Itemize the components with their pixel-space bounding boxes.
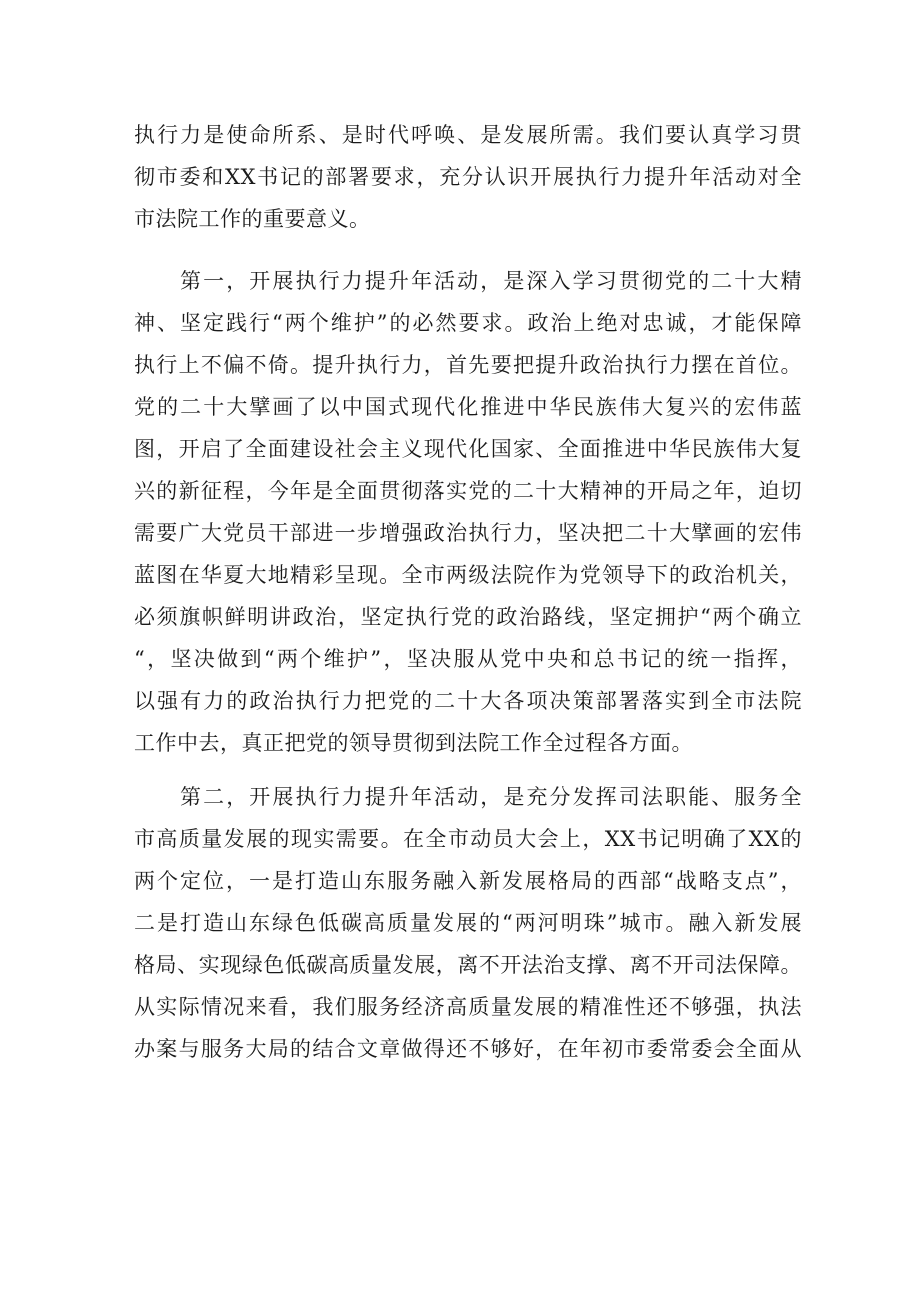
text-line: 格局、实现绿色低碳高质量发展，离不开法治支撑、离不开司法保障。 bbox=[134, 953, 802, 977]
paragraph-second-point bbox=[134, 776, 802, 1070]
document-body bbox=[134, 114, 802, 1070]
paragraph-first-point bbox=[134, 260, 802, 764]
text-line: 执行力是使命所系、是时代呼唤、是发展所需。我们要认真学习贯 bbox=[134, 123, 802, 147]
text-line: 第一，开展执行力提升年活动，是深入学习贯彻党的二十大精 bbox=[180, 269, 802, 293]
text-line: 第二，开展执行力提升年活动，是充分发挥司法职能、服务全 bbox=[180, 785, 802, 809]
text-line: 工作中去，真正把党的领导贯彻到法院工作全过程各方面。 bbox=[134, 731, 693, 755]
text-line: 需要广大党员干部进一步增强政治执行力，坚决把二十大擘画的宏伟 bbox=[134, 521, 802, 545]
text-line: 彻市委和XX书记的部署要求，充分认识开展执行力提升年活动对全 bbox=[134, 165, 802, 189]
text-line: 市法院工作的重要意义。 bbox=[134, 207, 371, 231]
text-line: 以强有力的政治执行力把党的二十大各项决策部署落实到全市法院 bbox=[134, 689, 802, 713]
text-line: 两个定位，一是打造山东服务融入新发展格局的西部“战略支点”， bbox=[134, 869, 802, 893]
text-line: 办案与服务大局的结合文章做得还不够好，在年初市委常委会全面从 bbox=[134, 1037, 802, 1061]
text-line: 从实际情况来看，我们服务经济高质量发展的精准性还不够强，执法 bbox=[134, 995, 802, 1019]
text-line: 兴的新征程，今年是全面贯彻落实党的二十大精神的开局之年，迫切 bbox=[134, 479, 802, 503]
text-line: “，坚决做到“两个维护”，坚决服从党中央和总书记的统一指挥， bbox=[134, 647, 802, 671]
text-line: 蓝图在华夏大地精彩呈现。全市两级法院作为党领导下的政治机关， bbox=[134, 563, 802, 587]
text-line: 必须旗帜鲜明讲政治，坚定执行党的政治路线，坚定拥护“两个确立 bbox=[134, 605, 802, 629]
text-line: 神、坚定践行“两个维护”的必然要求。政治上绝对忠诚，才能保障 bbox=[134, 311, 802, 335]
text-line: 图，开启了全面建设社会主义现代化国家、全面推进中华民族伟大复 bbox=[134, 437, 802, 461]
paragraph-intro bbox=[134, 114, 802, 240]
text-line: 市高质量发展的现实需要。在全市动员大会上，XX书记明确了XX的 bbox=[134, 827, 802, 851]
text-line: 执行上不偏不倚。提升执行力，首先要把提升政治执行力摆在首位。 bbox=[134, 353, 802, 377]
text-line: 二是打造山东绿色低碳高质量发展的“两河明珠”城市。融入新发展 bbox=[134, 911, 802, 935]
text-line: 党的二十大擘画了以中国式现代化推进中华民族伟大复兴的宏伟蓝 bbox=[134, 395, 802, 419]
